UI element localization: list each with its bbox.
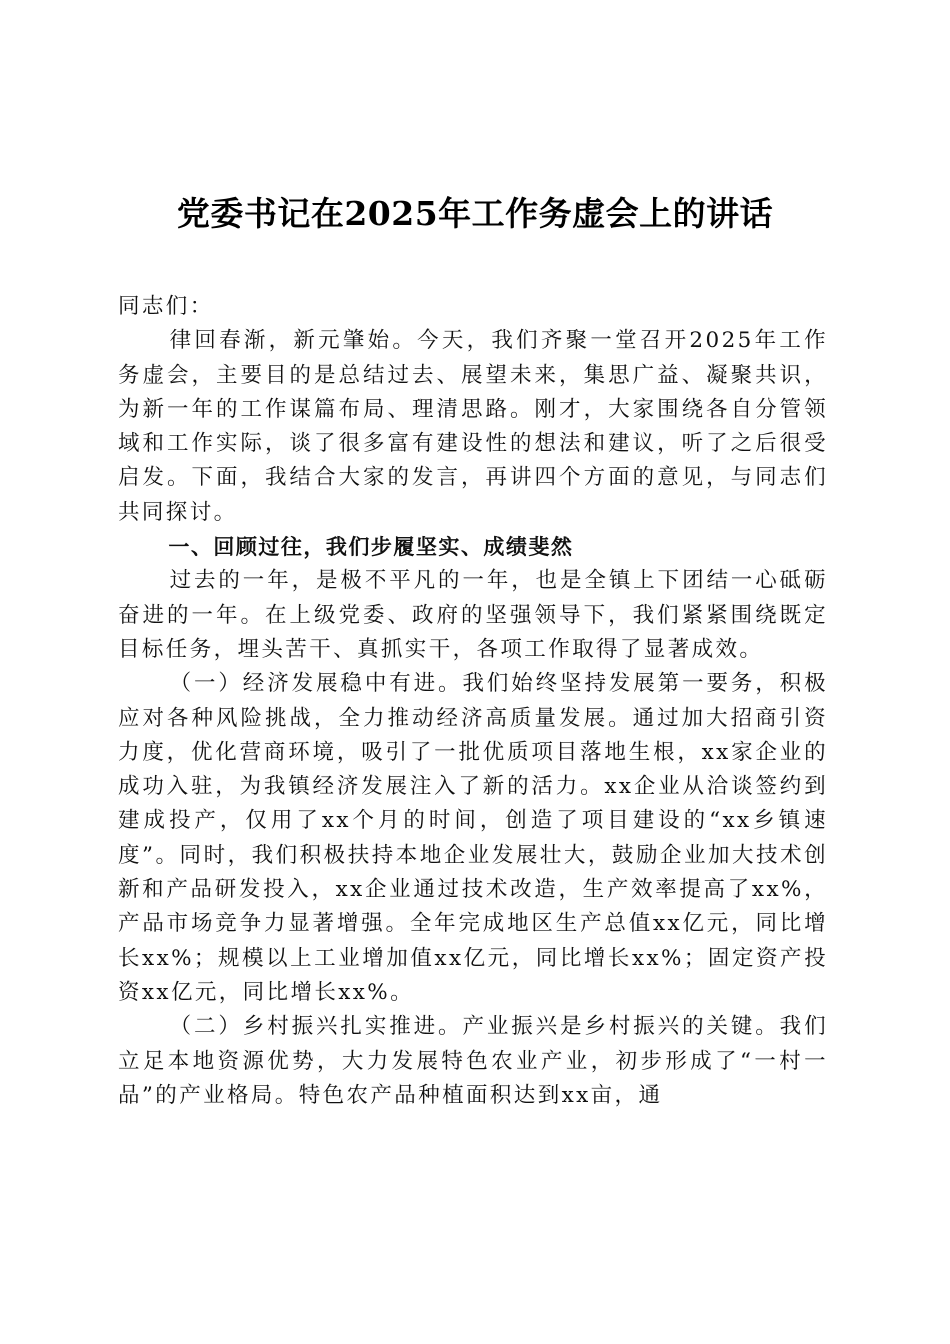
paragraph-review: 过去的一年，是极不平凡的一年，也是全镇上下团结一心砥砺奋进的一年。在上级党委、政府的坚强领导下，我们紧紧围绕既定目标任务，埋头苦干、真抓实干，各项工作取得了显著成效。 bbox=[118, 568, 828, 662]
salutation: 同志们： bbox=[118, 294, 214, 319]
subsection-lead: （二）乡村振兴扎实推进。 bbox=[169, 1014, 463, 1040]
document-title: 党委书记在2025年工作务虚会上的讲话 bbox=[176, 194, 774, 233]
paragraph-intro: 律回春渐，新元肇始。今天，我们齐聚一堂召开2025年工作务虚会，主要目的是总结过去、展望未来，集思广益、凝聚共识，为新一年的工作谋篇布局、理清思路。刚才，大家围绕各自分管领域和工作实际，谈了很多富有建设性的想法和建议，听了之后很受启发。下面，我结合大家的发言，再讲四个方面的意见，与同志们共同探讨。 bbox=[118, 328, 828, 525]
subsection-lead: （一）经济发展稳中有进。 bbox=[169, 671, 463, 697]
subsection-text: 产业振兴是乡村振兴的关键。我们立足本地资源优势，大力发展特色农业产业，初步形成了“一村一品”的产业格局。特色农产品种植面积达到xx亩，通 bbox=[118, 1014, 828, 1108]
subsection-rural bbox=[118, 1010, 828, 1113]
document-body bbox=[118, 290, 828, 1113]
section-heading-1: 一、回顾过往，我们步履坚实、成绩斐然 bbox=[168, 535, 574, 560]
subsection-text: 我们始终坚持发展第一要务，积极应对各种风险挑战，全力推动经济高质量发展。通过加大招商引资力度，优化营商环境，吸引了一批优质项目落地生根，xx家企业的成功入驻，为我镇经济发展注入了新的活力。xx企业从洽谈签约到建成投产，仅用了xx个月的时间，创造了项目建设的“xx乡镇速度”。同时，我们积极扶持本地企业发展壮大，鼓励企业加大技术创新和产品研发投入，xx企业通过技术改造，生产效率提高了xx%，产品市场竞争力显著增强。全年完成地区生产总值xx亿元，同比增长xx%；规模以上工业增加值xx亿元，同比增长xx%；固定资产投资xx亿元，同比增长xx%。 bbox=[118, 671, 828, 1005]
subsection-economy bbox=[118, 667, 828, 1010]
